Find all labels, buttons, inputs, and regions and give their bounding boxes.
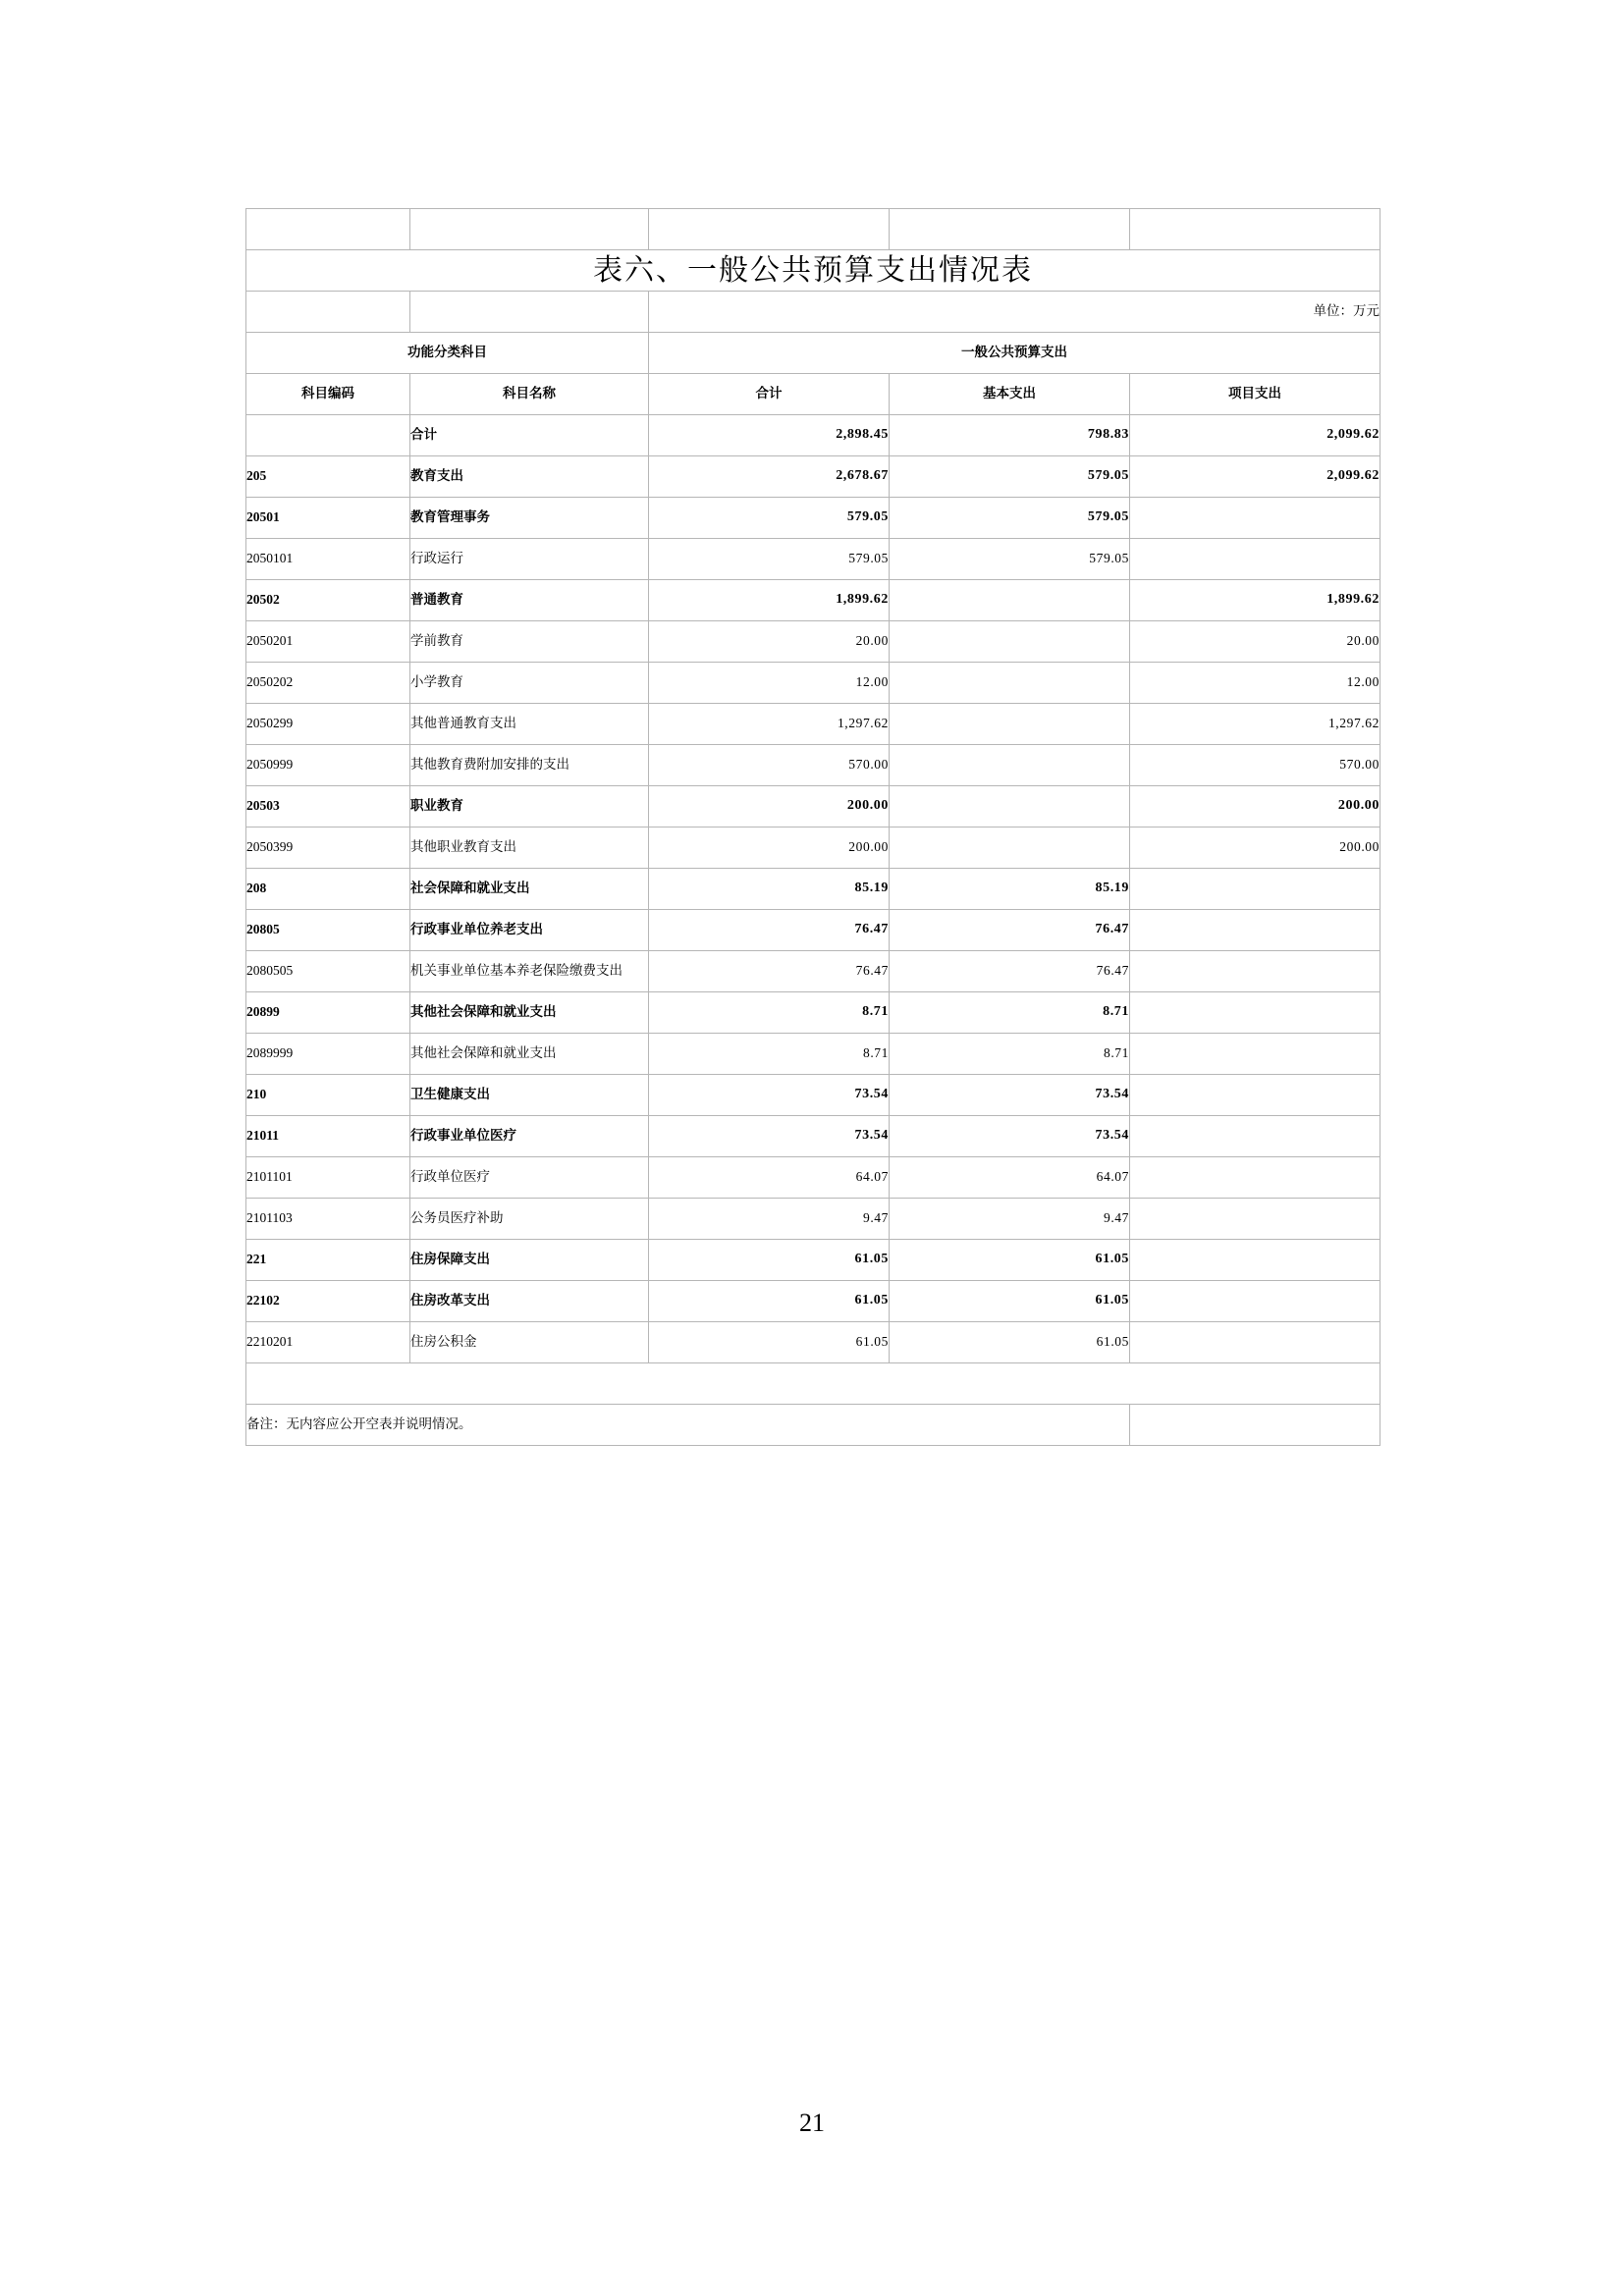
cell-total: 76.47: [649, 951, 890, 992]
cell-subject-name: 行政运行: [410, 539, 649, 580]
cell-subject-name: 教育管理事务: [410, 498, 649, 539]
cell-total: 20.00: [649, 621, 890, 663]
cell-total: 8.71: [649, 992, 890, 1034]
cell-total: 61.05: [649, 1240, 890, 1281]
table-row: [246, 869, 1380, 910]
cell-basic-expenditure: 61.05: [890, 1281, 1130, 1322]
cell-subject-code: 20805: [246, 910, 410, 951]
table-top-blank-row: [246, 209, 1380, 250]
cell-subject-code: 20501: [246, 498, 410, 539]
cell-subject-code: 205: [246, 456, 410, 498]
cell-total: 76.47: [649, 910, 890, 951]
cell-subject-code: 2050201: [246, 621, 410, 663]
page-number: 21: [799, 2109, 825, 2137]
group-header-row: [246, 333, 1380, 374]
cell-basic-expenditure: 76.47: [890, 910, 1130, 951]
cell-subject-name: 教育支出: [410, 456, 649, 498]
cell-subject-code: 2050999: [246, 745, 410, 786]
column-header-total: 合计: [649, 374, 890, 415]
cell-total: 579.05: [649, 539, 890, 580]
cell-project-expenditure: 200.00: [1130, 828, 1380, 869]
table-row: [246, 621, 1380, 663]
cell-basic-expenditure: [890, 828, 1130, 869]
table-row: [246, 1240, 1380, 1281]
cell-subject-code: [246, 415, 410, 456]
column-header-row: [246, 374, 1380, 415]
cell-subject-name: 行政事业单位养老支出: [410, 910, 649, 951]
table-row: [246, 1116, 1380, 1157]
blank-cell: [890, 209, 1130, 250]
cell-subject-code: 210: [246, 1075, 410, 1116]
column-header-basic: 基本支出: [890, 374, 1130, 415]
cell-subject-name: 其他社会保障和就业支出: [410, 992, 649, 1034]
table-row: [246, 745, 1380, 786]
cell-project-expenditure: [1130, 1322, 1380, 1363]
table-note: 备注：无内容应公开空表并说明情况。: [246, 1405, 1130, 1446]
cell-basic-expenditure: 579.05: [890, 539, 1130, 580]
cell-total: 570.00: [649, 745, 890, 786]
cell-total: 1,297.62: [649, 704, 890, 745]
cell-project-expenditure: [1130, 1116, 1380, 1157]
table-row: [246, 1281, 1380, 1322]
cell-subject-code: 21011: [246, 1116, 410, 1157]
cell-subject-name: 行政单位医疗: [410, 1157, 649, 1199]
cell-basic-expenditure: 579.05: [890, 498, 1130, 539]
cell-project-expenditure: 200.00: [1130, 786, 1380, 828]
blank-cell: [246, 209, 410, 250]
cell-project-expenditure: 1,899.62: [1130, 580, 1380, 621]
cell-total: 2,678.67: [649, 456, 890, 498]
table-row: [246, 704, 1380, 745]
cell-basic-expenditure: 8.71: [890, 992, 1130, 1034]
cell-project-expenditure: [1130, 869, 1380, 910]
cell-project-expenditure: [1130, 1157, 1380, 1199]
table-row: [246, 498, 1380, 539]
cell-subject-code: 2101101: [246, 1157, 410, 1199]
budget-table: [245, 208, 1380, 1446]
cell-project-expenditure: [1130, 498, 1380, 539]
cell-subject-name: 小学教育: [410, 663, 649, 704]
cell-subject-name: 普通教育: [410, 580, 649, 621]
cell-project-expenditure: 12.00: [1130, 663, 1380, 704]
cell-basic-expenditure: 73.54: [890, 1116, 1130, 1157]
budget-sheet: [245, 208, 1380, 1446]
table-body: [246, 415, 1380, 1363]
blank-cell: [1130, 1405, 1380, 1446]
cell-basic-expenditure: 798.83: [890, 415, 1130, 456]
cell-subject-code: 20503: [246, 786, 410, 828]
column-header-project: 项目支出: [1130, 374, 1380, 415]
column-header-code: 科目编码: [246, 374, 410, 415]
cell-subject-name: 机关事业单位基本养老保险缴费支出: [410, 951, 649, 992]
cell-subject-code: 221: [246, 1240, 410, 1281]
cell-basic-expenditure: [890, 663, 1130, 704]
cell-basic-expenditure: [890, 786, 1130, 828]
cell-project-expenditure: 1,297.62: [1130, 704, 1380, 745]
cell-project-expenditure: 20.00: [1130, 621, 1380, 663]
table-row: [246, 1157, 1380, 1199]
cell-total: 579.05: [649, 498, 890, 539]
cell-subject-code: 20899: [246, 992, 410, 1034]
cell-subject-name: 住房公积金: [410, 1322, 649, 1363]
cell-basic-expenditure: 76.47: [890, 951, 1130, 992]
cell-subject-code: 2089999: [246, 1034, 410, 1075]
blank-cell: [410, 209, 649, 250]
cell-project-expenditure: 2,099.62: [1130, 456, 1380, 498]
cell-total: 73.54: [649, 1116, 890, 1157]
group-header-expenditure: 一般公共预算支出: [649, 333, 1380, 374]
cell-subject-name: 卫生健康支出: [410, 1075, 649, 1116]
cell-basic-expenditure: 64.07: [890, 1157, 1130, 1199]
cell-total: 64.07: [649, 1157, 890, 1199]
cell-project-expenditure: [1130, 1199, 1380, 1240]
cell-subject-name: 学前教育: [410, 621, 649, 663]
cell-subject-name: 职业教育: [410, 786, 649, 828]
table-row: [246, 456, 1380, 498]
table-row: [246, 415, 1380, 456]
blank-cell: [246, 1363, 1380, 1405]
cell-project-expenditure: [1130, 951, 1380, 992]
group-header-functional: 功能分类科目: [246, 333, 649, 374]
table-row: [246, 1034, 1380, 1075]
cell-project-expenditure: [1130, 539, 1380, 580]
column-header-name: 科目名称: [410, 374, 649, 415]
cell-subject-name: 合计: [410, 415, 649, 456]
cell-subject-name: 住房改革支出: [410, 1281, 649, 1322]
cell-project-expenditure: [1130, 910, 1380, 951]
cell-total: 9.47: [649, 1199, 890, 1240]
cell-subject-code: 2050202: [246, 663, 410, 704]
table-row: [246, 828, 1380, 869]
cell-basic-expenditure: [890, 580, 1130, 621]
cell-basic-expenditure: 61.05: [890, 1322, 1130, 1363]
cell-total: 8.71: [649, 1034, 890, 1075]
cell-project-expenditure: 2,099.62: [1130, 415, 1380, 456]
cell-total: 85.19: [649, 869, 890, 910]
table-row: [246, 910, 1380, 951]
cell-project-expenditure: [1130, 1075, 1380, 1116]
cell-subject-name: 其他职业教育支出: [410, 828, 649, 869]
cell-subject-name: 住房保障支出: [410, 1240, 649, 1281]
cell-subject-name: 行政事业单位医疗: [410, 1116, 649, 1157]
cell-basic-expenditure: 579.05: [890, 456, 1130, 498]
cell-project-expenditure: [1130, 1034, 1380, 1075]
table-row: [246, 1322, 1380, 1363]
cell-basic-expenditure: [890, 745, 1130, 786]
cell-subject-code: 20502: [246, 580, 410, 621]
cell-subject-code: 2101103: [246, 1199, 410, 1240]
cell-basic-expenditure: [890, 704, 1130, 745]
blank-cell: [649, 209, 890, 250]
unit-label: 单位：万元: [649, 292, 1380, 333]
cell-subject-name: 其他社会保障和就业支出: [410, 1034, 649, 1075]
blank-cell: [246, 292, 410, 333]
blank-cell: [410, 292, 649, 333]
cell-subject-code: 2080505: [246, 951, 410, 992]
cell-subject-code: 208: [246, 869, 410, 910]
cell-project-expenditure: 570.00: [1130, 745, 1380, 786]
cell-project-expenditure: [1130, 1281, 1380, 1322]
cell-basic-expenditure: 9.47: [890, 1199, 1130, 1240]
table-row: [246, 951, 1380, 992]
table-row: [246, 663, 1380, 704]
cell-total: 1,899.62: [649, 580, 890, 621]
cell-total: 200.00: [649, 828, 890, 869]
table-bottom-spacer-row: [246, 1363, 1380, 1405]
page-title: 表六、一般公共预算支出情况表: [593, 253, 1033, 287]
unit-row: [246, 292, 1380, 333]
table-row: [246, 1075, 1380, 1116]
table-row: [246, 786, 1380, 828]
note-row: [246, 1405, 1380, 1446]
cell-total: 73.54: [649, 1075, 890, 1116]
cell-total: 200.00: [649, 786, 890, 828]
blank-cell: [1130, 209, 1380, 250]
cell-project-expenditure: [1130, 992, 1380, 1034]
cell-total: 61.05: [649, 1322, 890, 1363]
cell-total: 2,898.45: [649, 415, 890, 456]
table-row: [246, 539, 1380, 580]
table-row: [246, 992, 1380, 1034]
cell-subject-code: 2050101: [246, 539, 410, 580]
cell-subject-code: 2050299: [246, 704, 410, 745]
cell-basic-expenditure: 85.19: [890, 869, 1130, 910]
cell-subject-code: 2210201: [246, 1322, 410, 1363]
cell-subject-name: 社会保障和就业支出: [410, 869, 649, 910]
cell-basic-expenditure: [890, 621, 1130, 663]
cell-subject-name: 其他普通教育支出: [410, 704, 649, 745]
cell-basic-expenditure: 8.71: [890, 1034, 1130, 1075]
cell-subject-name: 其他教育费附加安排的支出: [410, 745, 649, 786]
cell-basic-expenditure: 61.05: [890, 1240, 1130, 1281]
cell-total: 12.00: [649, 663, 890, 704]
title-row: [246, 250, 1380, 292]
cell-subject-code: 2050399: [246, 828, 410, 869]
cell-basic-expenditure: 73.54: [890, 1075, 1130, 1116]
document-title-cell: [246, 250, 1380, 292]
table-row: [246, 580, 1380, 621]
cell-subject-name: 公务员医疗补助: [410, 1199, 649, 1240]
cell-project-expenditure: [1130, 1240, 1380, 1281]
table-row: [246, 1199, 1380, 1240]
cell-total: 61.05: [649, 1281, 890, 1322]
cell-subject-code: 22102: [246, 1281, 410, 1322]
